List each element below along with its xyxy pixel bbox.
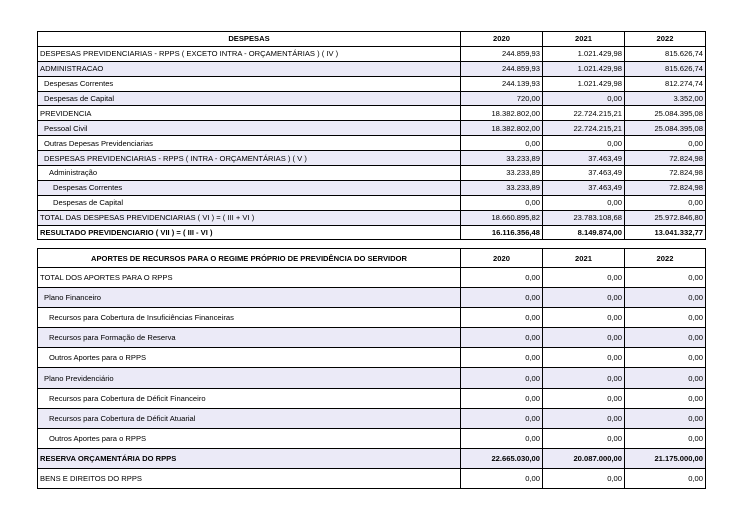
- row-label: Outras Depesas Previdenciarias: [38, 136, 461, 151]
- column-header: APORTES DE RECURSOS PARA O REGIME PRÓPRIO DE PREVIDÊNCIA DO SERVIDOR: [38, 249, 461, 268]
- table-row: [38, 388, 706, 408]
- value-cell: 815.626,74: [625, 46, 706, 61]
- table-row: [38, 121, 706, 136]
- value-cell: 0,00: [461, 468, 543, 488]
- value-cell: 0,00: [461, 308, 543, 328]
- value-cell: 0,00: [625, 428, 706, 448]
- value-cell: 812.274,74: [625, 76, 706, 91]
- row-label: Despesas de Capital: [38, 91, 461, 106]
- value-cell: 244.859,93: [461, 61, 543, 76]
- value-cell: 0,00: [461, 388, 543, 408]
- value-cell: 22.665.030,00: [461, 448, 543, 468]
- row-label: Recursos para Cobertura de Déficit Financeiro: [38, 388, 461, 408]
- row-label: Plano Financeiro: [38, 288, 461, 308]
- row-label: BENS E DIREITOS DO RPPS: [38, 468, 461, 488]
- row-label: Outros Aportes para o RPPS: [38, 428, 461, 448]
- table-row: [38, 195, 706, 210]
- value-cell: 0,00: [625, 288, 706, 308]
- row-label: Recursos para Cobertura de Insuficiências Financeiras: [38, 308, 461, 328]
- value-cell: 0,00: [543, 368, 625, 388]
- row-label: Recursos para Cobertura de Déficit Atuarial: [38, 408, 461, 428]
- table-row: [38, 428, 706, 448]
- value-cell: 72.824,98: [625, 151, 706, 166]
- value-cell: 8.149.874,00: [543, 225, 625, 240]
- row-label: ADMINISTRACAO: [38, 61, 461, 76]
- column-header: 2020: [461, 32, 543, 47]
- column-header: 2020: [461, 249, 543, 268]
- row-label: DESPESAS PREVIDENCIARIAS - RPPS ( EXCETO INTRA - ORÇAMENTÁRIAS ) ( IV ): [38, 46, 461, 61]
- table-header-row: [38, 249, 706, 268]
- value-cell: 244.139,93: [461, 76, 543, 91]
- value-cell: 0,00: [461, 268, 543, 288]
- row-label: TOTAL DOS APORTES PARA O RPPS: [38, 268, 461, 288]
- column-header: 2021: [543, 32, 625, 47]
- value-cell: 18.382.802,00: [461, 106, 543, 121]
- value-cell: 0,00: [461, 195, 543, 210]
- value-cell: 0,00: [625, 195, 706, 210]
- value-cell: 1.021.429,98: [543, 46, 625, 61]
- table-row: [38, 368, 706, 388]
- value-cell: 0,00: [543, 348, 625, 368]
- value-cell: 0,00: [543, 268, 625, 288]
- value-cell: 0,00: [461, 368, 543, 388]
- value-cell: 37.463,49: [543, 151, 625, 166]
- value-cell: 0,00: [543, 308, 625, 328]
- value-cell: 0,00: [625, 348, 706, 368]
- value-cell: 37.463,49: [543, 180, 625, 195]
- value-cell: 0,00: [543, 388, 625, 408]
- row-label: TOTAL DAS DESPESAS PREVIDENCIARIAS ( VI ) = ( III + VI ): [38, 210, 461, 225]
- value-cell: 33.233,89: [461, 151, 543, 166]
- table-row: [38, 106, 706, 121]
- value-cell: 33.233,89: [461, 180, 543, 195]
- table-header-row: [38, 32, 706, 47]
- column-header: 2022: [625, 32, 706, 47]
- table-row: [38, 268, 706, 288]
- value-cell: 0,00: [625, 136, 706, 151]
- value-cell: 0,00: [625, 388, 706, 408]
- value-cell: 0,00: [461, 136, 543, 151]
- value-cell: 0,00: [625, 468, 706, 488]
- table-row: [38, 136, 706, 151]
- table-row: [38, 166, 706, 181]
- value-cell: 0,00: [625, 408, 706, 428]
- row-label: Outros Aportes para o RPPS: [38, 348, 461, 368]
- column-header: 2021: [543, 249, 625, 268]
- table-row: [38, 448, 706, 468]
- row-label: PREVIDENCIA: [38, 106, 461, 121]
- column-header: DESPESAS: [38, 32, 461, 47]
- value-cell: 0,00: [461, 348, 543, 368]
- value-cell: 0,00: [543, 195, 625, 210]
- table-row: [38, 408, 706, 428]
- value-cell: 22.724.215,21: [543, 106, 625, 121]
- value-cell: 0,00: [543, 468, 625, 488]
- row-label: RESERVA ORÇAMENTÁRIA DO RPPS: [38, 448, 461, 468]
- table-row: [38, 348, 706, 368]
- table-row: [38, 308, 706, 328]
- value-cell: 0,00: [625, 308, 706, 328]
- value-cell: 0,00: [625, 368, 706, 388]
- table-row: [38, 61, 706, 76]
- value-cell: 20.087.000,00: [543, 448, 625, 468]
- row-label: Administração: [38, 166, 461, 181]
- row-label: Recursos para Formação de Reserva: [38, 328, 461, 348]
- value-cell: 25.972.846,80: [625, 210, 706, 225]
- value-cell: 16.116.356,48: [461, 225, 543, 240]
- value-cell: 23.783.108,68: [543, 210, 625, 225]
- value-cell: 18.382.802,00: [461, 121, 543, 136]
- aportes-table: [37, 248, 706, 489]
- table-row: [38, 288, 706, 308]
- value-cell: 3.352,00: [625, 91, 706, 106]
- value-cell: 0,00: [461, 288, 543, 308]
- row-label: Plano Previdenciário: [38, 368, 461, 388]
- row-label: Despesas Correntes: [38, 76, 461, 91]
- value-cell: 1.021.429,98: [543, 76, 625, 91]
- value-cell: 0,00: [461, 408, 543, 428]
- table-row: [38, 180, 706, 195]
- row-label: Pessoal Civil: [38, 121, 461, 136]
- row-label: Despesas de Capital: [38, 195, 461, 210]
- value-cell: 0,00: [543, 288, 625, 308]
- value-cell: 815.626,74: [625, 61, 706, 76]
- value-cell: 18.660.895,82: [461, 210, 543, 225]
- table-row: [38, 225, 706, 240]
- table-row: [38, 468, 706, 488]
- value-cell: 0,00: [543, 408, 625, 428]
- value-cell: 25.084.395,08: [625, 106, 706, 121]
- value-cell: 244.859,93: [461, 46, 543, 61]
- despesas-table: [37, 31, 706, 240]
- table-row: [38, 46, 706, 61]
- value-cell: 22.724.215,21: [543, 121, 625, 136]
- row-label: RESULTADO PREVIDENCIARIO ( VII ) = ( III - VI ): [38, 225, 461, 240]
- value-cell: 1.021.429,98: [543, 61, 625, 76]
- value-cell: 0,00: [625, 328, 706, 348]
- table-row: [38, 151, 706, 166]
- table-row: [38, 210, 706, 225]
- value-cell: 13.041.332,77: [625, 225, 706, 240]
- table-row: [38, 76, 706, 91]
- value-cell: 72.824,98: [625, 180, 706, 195]
- value-cell: 0,00: [543, 91, 625, 106]
- value-cell: 0,00: [543, 328, 625, 348]
- value-cell: 0,00: [543, 428, 625, 448]
- table-row: [38, 91, 706, 106]
- value-cell: 25.084.395,08: [625, 121, 706, 136]
- value-cell: 0,00: [625, 268, 706, 288]
- value-cell: 21.175.000,00: [625, 448, 706, 468]
- value-cell: 0,00: [461, 328, 543, 348]
- row-label: Despesas Correntes: [38, 180, 461, 195]
- value-cell: 0,00: [461, 428, 543, 448]
- row-label: DESPESAS PREVIDENCIARIAS - RPPS ( INTRA - ORÇAMENTÁRIAS ) ( V ): [38, 151, 461, 166]
- value-cell: 37.463,49: [543, 166, 625, 181]
- value-cell: 0,00: [543, 136, 625, 151]
- value-cell: 72.824,98: [625, 166, 706, 181]
- table-row: [38, 328, 706, 348]
- value-cell: 33.233,89: [461, 166, 543, 181]
- column-header: 2022: [625, 249, 706, 268]
- value-cell: 720,00: [461, 91, 543, 106]
